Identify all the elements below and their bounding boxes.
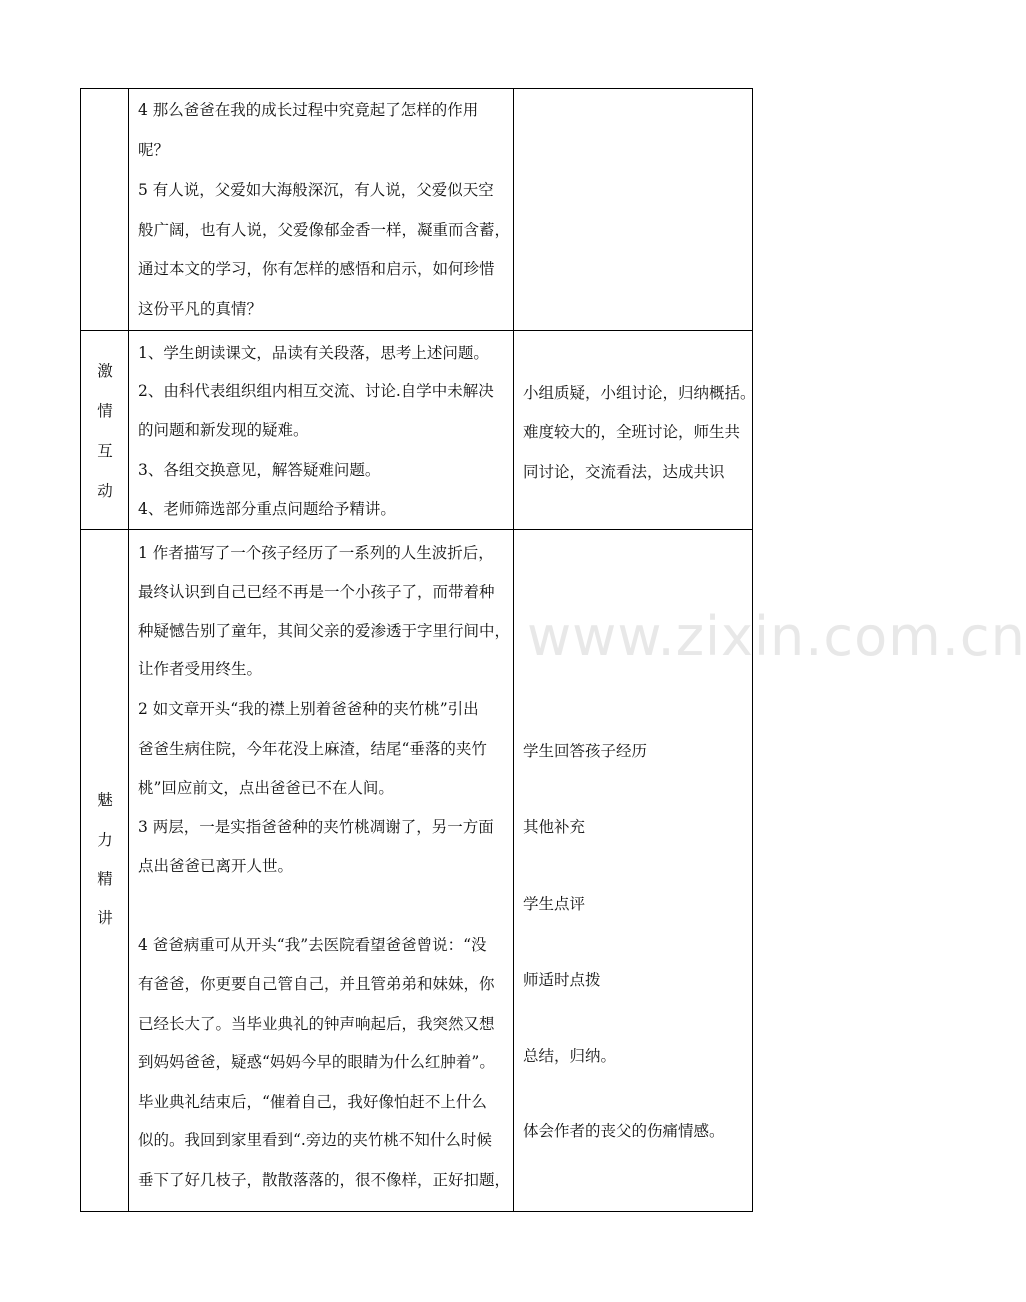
- section-label-char: 精: [97, 870, 113, 888]
- section-label-char: 互: [97, 442, 113, 460]
- paragraph-line: 1 作者描写了一个孩子经历了一系列的人生波折后，: [138, 544, 494, 562]
- paragraph-line: 4 爸爸病重可从开头“我”去医院看望爸爸曾说：“没: [138, 936, 487, 954]
- row-2-content: [129, 331, 513, 529]
- note-line: 体会作者的丧父的伤痛情感。: [523, 1122, 725, 1140]
- paragraph-line: 让作者受用终生。: [138, 660, 263, 678]
- section-label-char: 力: [97, 831, 113, 849]
- paragraph-line: 1、学生朗读课文，品读有关段落，思考上述问题。: [138, 344, 489, 362]
- note-line: 总结，归纳。: [523, 1047, 617, 1065]
- section-label-char: 动: [97, 482, 113, 500]
- paragraph-line: 毕业典礼结束后，“催着自己，我好像怕赶不上什么: [138, 1093, 487, 1111]
- paragraph-line: 2 如文章开头“我的襟上别着爸爸种的夹竹桃”引出: [138, 700, 479, 718]
- note-line: 同讨论，交流看法，达成共识: [523, 463, 725, 481]
- paragraph-line: 最终认识到自己已经不再是一个小孩子了，而带着种: [138, 583, 495, 601]
- section-label-char: 情: [97, 402, 113, 420]
- note-line: 其他补充: [523, 818, 586, 836]
- paragraph-line: 到妈妈爸爸，疑惑“妈妈今早的眼睛为什么红肿着”。: [138, 1053, 495, 1071]
- section-label-char: 讲: [97, 909, 113, 927]
- paragraph-line: 4 那么爸爸在我的成长过程中究竟起了怎样的作用: [138, 101, 479, 119]
- paragraph-line: 通过本文的学习，你有怎样的感悟和启示，如何珍惜: [138, 260, 495, 278]
- paragraph-line: 4、老师筛选部分重点问题给予精讲。: [138, 500, 396, 518]
- paragraph-line: 有爸爸，你更要自己管自己，并且管弟弟和妹妹，你: [138, 975, 495, 993]
- row-3-content: [129, 530, 513, 1212]
- note-line: 难度较大的，全班讨论，师生共: [523, 423, 741, 441]
- paragraph-line: 似的。我回到家里看到“.旁边的夹竹桃不知什么时候: [138, 1131, 492, 1149]
- paragraph-line: 爸爸生病住院，今年花没上麻渣，结尾“垂落的夹竹: [138, 740, 487, 758]
- paragraph-line: 垂下了好几枝子，散散落落的，很不像样，正好扣题，: [138, 1171, 511, 1189]
- paragraph-line: 般广阔，也有人说，父爱像郁金香一样，凝重而含蓄，: [138, 221, 511, 239]
- note-line: 师适时点拨: [523, 971, 601, 989]
- paragraph-line: 桃”回应前文，点出爸爸已不在人间。: [138, 779, 394, 797]
- paragraph-line: 呢？: [138, 141, 170, 159]
- section-label-char: 激: [97, 362, 113, 380]
- note-line: 学生回答孩子经历: [523, 742, 648, 760]
- note-line: 学生点评: [523, 895, 586, 913]
- paragraph-line: 种疑憾告别了童年，其间父亲的爱渗透于字里行间中，: [138, 622, 511, 640]
- paragraph-line: 这份平凡的真情？: [138, 300, 263, 318]
- paragraph-line: 3、各组交换意见，解答疑难问题。: [138, 461, 381, 479]
- row-2-notes: [514, 331, 756, 529]
- watermark-text: www.zixin.com.cn: [527, 605, 1026, 668]
- row-1-content: [129, 89, 513, 330]
- note-line: 小组质疑，小组讨论，归纳概括。: [523, 384, 756, 402]
- paragraph-line: 3 两层，一是实指爸爸种的夹竹桃凋谢了，另一方面: [138, 818, 494, 836]
- row-3-label: [81, 530, 128, 1212]
- paragraph-line: 5 有人说，父爱如大海般深沉，有人说，父爱似天空: [138, 181, 494, 199]
- row-2-label: [81, 331, 128, 529]
- paragraph-line: 2、由科代表组织组内相互交流、讨论.自学中未解决: [138, 382, 494, 400]
- paragraph-line: 已经长大了。当毕业典礼的钟声响起后，我突然又想: [138, 1015, 495, 1033]
- paragraph-line: 点出爸爸已离开人世。: [138, 857, 294, 875]
- section-label-char: 魅: [97, 791, 113, 809]
- paragraph-line: 的问题和新发现的疑难。: [138, 421, 309, 439]
